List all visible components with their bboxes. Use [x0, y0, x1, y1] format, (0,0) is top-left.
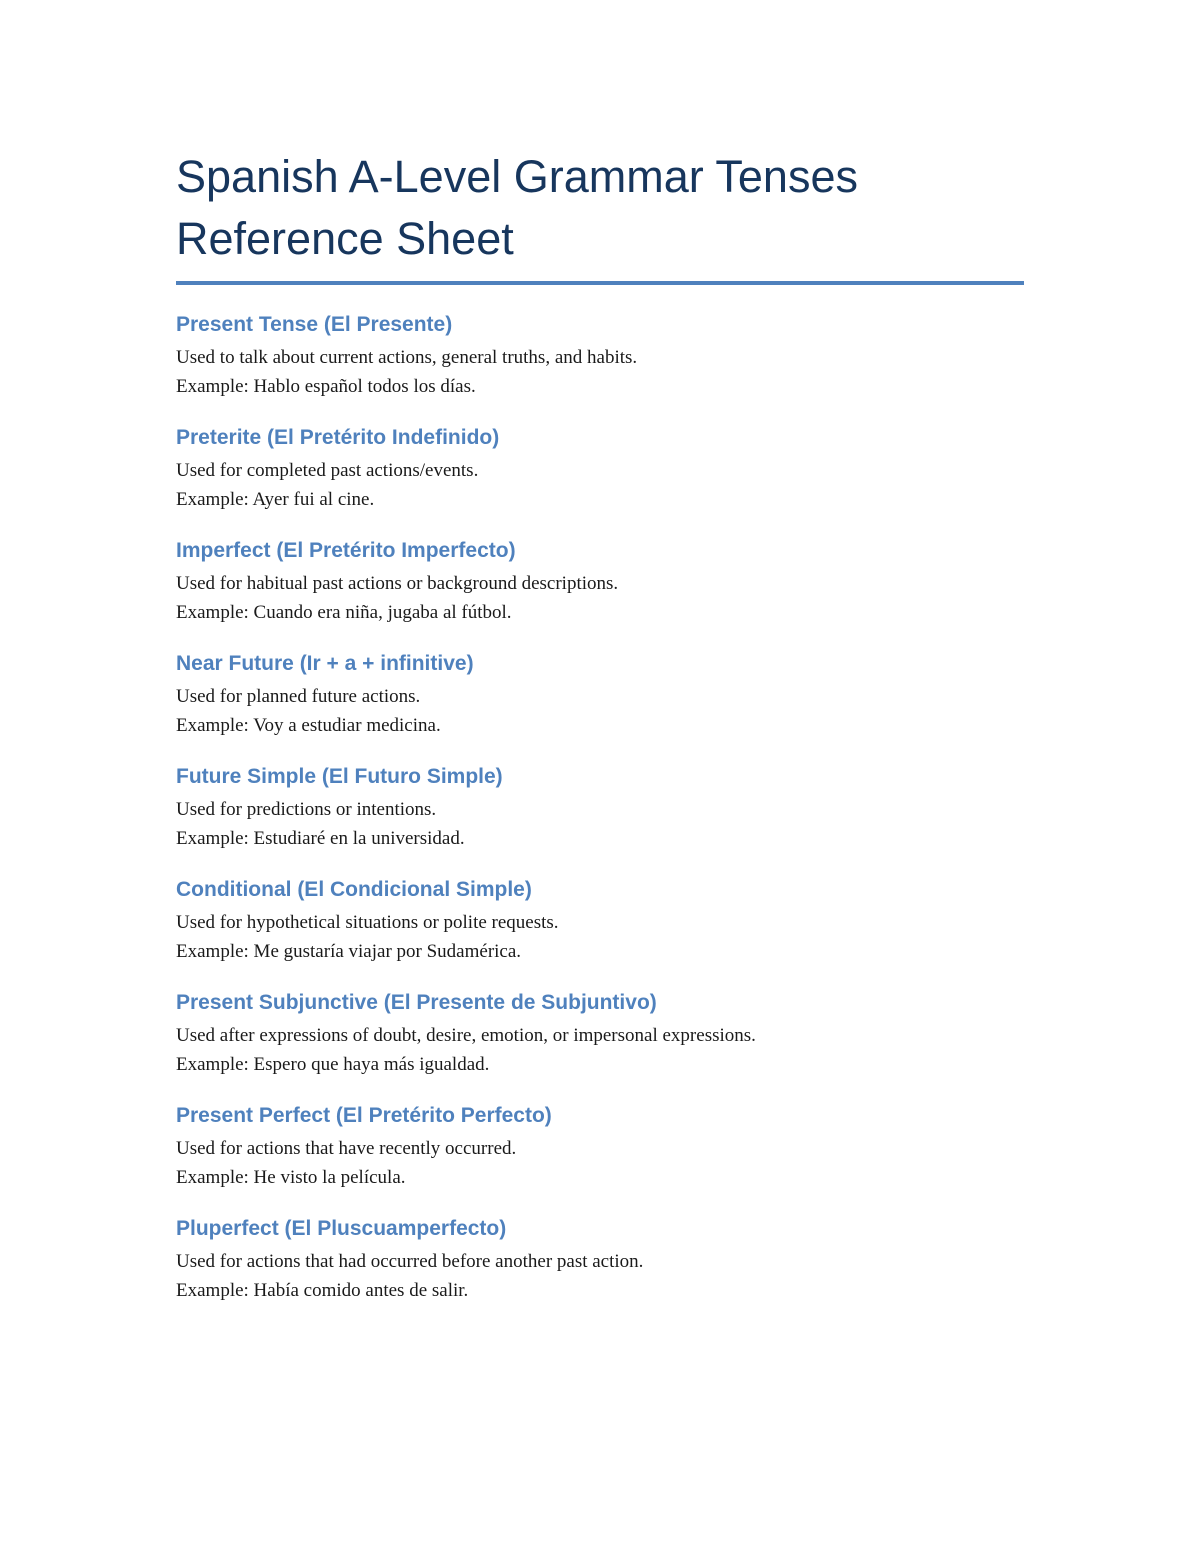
section-heading: Near Future (Ir + a + infinitive) — [176, 652, 474, 675]
spacer — [176, 966, 1024, 985]
section-example: Example: Espero que haya más igualdad. — [176, 1054, 490, 1075]
section-example: Example: Cuando era niña, jugaba al fútbol. — [176, 602, 512, 623]
section-heading: Present Perfect (El Pretérito Perfecto) — [176, 1104, 552, 1127]
title-line-2: Reference Sheet — [176, 213, 514, 264]
section-example: Example: Había comido antes de salir. — [176, 1280, 469, 1301]
section-conditional — [176, 872, 1024, 966]
spacer — [176, 285, 1024, 307]
document-title — [176, 146, 1024, 270]
section-present-tense — [176, 307, 1024, 401]
spacer — [176, 1079, 1024, 1098]
section-preterite — [176, 420, 1024, 514]
section-near-future — [176, 646, 1024, 740]
section-description: Used for actions that had occurred before another past action. — [176, 1251, 644, 1272]
section-heading: Future Simple (El Futuro Simple) — [176, 765, 503, 788]
section-example: Example: Me gustaría viajar por Sudamérica. — [176, 941, 522, 962]
section-description: Used to talk about current actions, general truths, and habits. — [176, 347, 638, 368]
section-example: Example: Ayer fui al cine. — [176, 489, 375, 510]
spacer — [176, 740, 1024, 759]
section-heading: Imperfect (El Pretérito Imperfecto) — [176, 539, 516, 562]
section-description: Used for actions that have recently occurred. — [176, 1138, 517, 1159]
section-heading: Pluperfect (El Pluscuamperfecto) — [176, 1217, 507, 1240]
section-description: Used for predictions or intentions. — [176, 799, 437, 820]
section-heading: Present Subjunctive (El Presente de Subjuntivo) — [176, 991, 657, 1014]
section-example: Example: He visto la película. — [176, 1167, 406, 1188]
section-heading: Preterite (El Pretérito Indefinido) — [176, 426, 500, 449]
section-present-subjunctive — [176, 985, 1024, 1079]
section-description: Used for completed past actions/events. — [176, 460, 479, 481]
section-present-perfect — [176, 1098, 1024, 1192]
section-example: Example: Voy a estudiar medicina. — [176, 715, 441, 736]
section-example: Example: Hablo español todos los días. — [176, 376, 476, 397]
section-description: Used for habitual past actions or background descriptions. — [176, 573, 619, 594]
section-pluperfect — [176, 1211, 1024, 1305]
spacer — [176, 853, 1024, 872]
section-description: Used for planned future actions. — [176, 686, 421, 707]
spacer — [176, 514, 1024, 533]
spacer — [176, 401, 1024, 420]
title-line-1: Spanish A-Level Grammar Tenses — [176, 151, 858, 202]
section-description: Used for hypothetical situations or polite requests. — [176, 912, 559, 933]
spacer — [176, 627, 1024, 646]
document-body — [176, 146, 1024, 1305]
section-description: Used after expressions of doubt, desire, emotion, or impersonal expressions. — [176, 1025, 756, 1046]
section-heading: Conditional (El Condicional Simple) — [176, 878, 532, 901]
section-future-simple — [176, 759, 1024, 853]
spacer — [176, 1192, 1024, 1211]
section-imperfect — [176, 533, 1024, 627]
section-example: Example: Estudiaré en la universidad. — [176, 828, 465, 849]
section-heading: Present Tense (El Presente) — [176, 313, 453, 336]
